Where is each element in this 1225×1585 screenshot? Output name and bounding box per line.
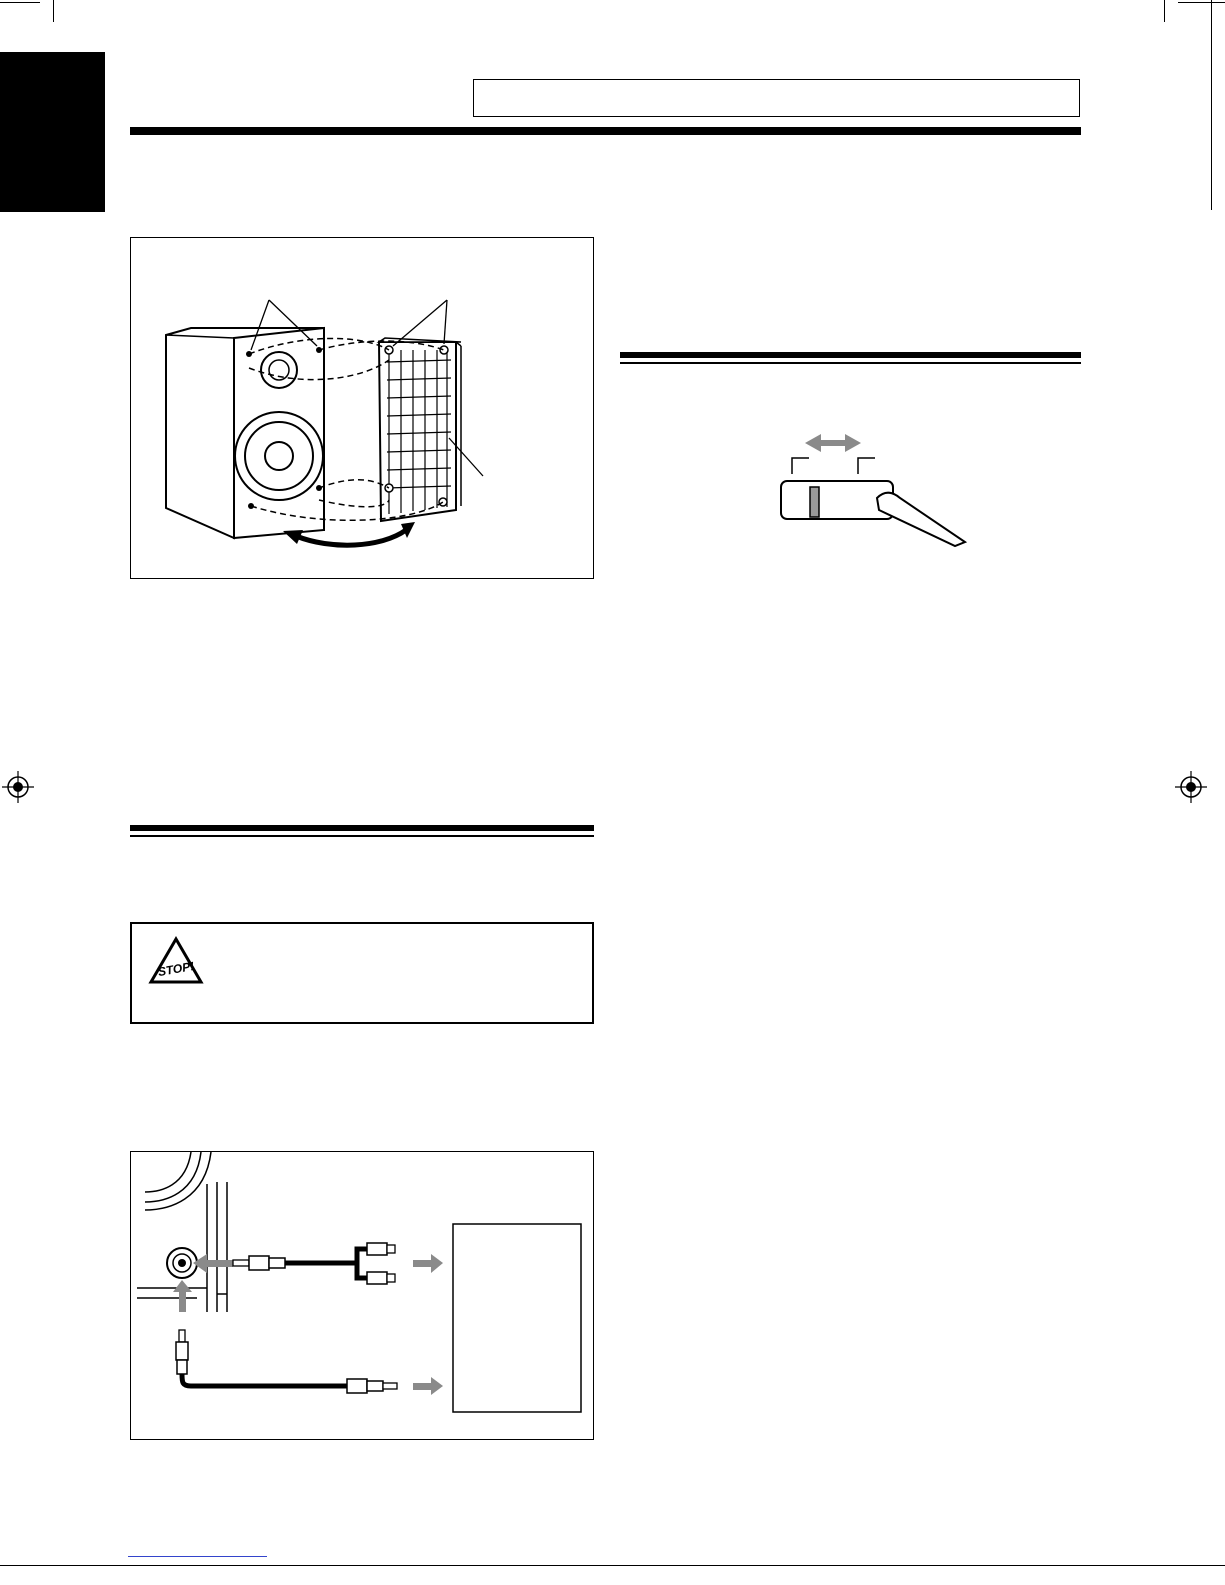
- double-arrow-icon: [805, 434, 861, 452]
- stop-warning-icon: [148, 936, 204, 986]
- crosshair-registration-icon: [1175, 771, 1207, 803]
- left-section-rule: [130, 825, 594, 831]
- cable-connection-illustration: [131, 1152, 592, 1438]
- speaker-grille-figure: [130, 237, 594, 579]
- gray-arrow-up-icon: [173, 1280, 192, 1312]
- stop-label: STOP!: [156, 958, 196, 980]
- external-device-box: [453, 1224, 581, 1412]
- gray-arrow-right-icon: [413, 1377, 443, 1395]
- crosshair-registration-icon: [2, 771, 34, 803]
- crop-mark-top-left-vertical: [53, 0, 54, 22]
- left-section-rule-thin: [130, 835, 594, 837]
- header-rule: [130, 127, 1081, 135]
- right-section-rule: [620, 352, 1081, 358]
- right-section-rule-thin: [620, 362, 1081, 364]
- header-title-box: [473, 79, 1080, 117]
- footer-rule: [0, 1565, 1225, 1566]
- crop-mark-top-right-vertical: [1164, 0, 1165, 22]
- selector-switch-figure: [775, 432, 975, 548]
- crop-mark-top-right: [1178, 2, 1225, 3]
- footer-link-underline: [128, 1556, 267, 1557]
- cable-connection-figure: [130, 1151, 594, 1440]
- caution-box: [130, 922, 594, 1024]
- selector-switch-illustration: [775, 432, 975, 548]
- side-language-tab: [0, 52, 105, 212]
- speaker-grille-illustration: [131, 238, 592, 577]
- crop-mark-right-edge: [1211, 0, 1212, 210]
- gray-arrow-right-icon: [413, 1254, 443, 1273]
- crop-mark-top-left: [0, 2, 40, 3]
